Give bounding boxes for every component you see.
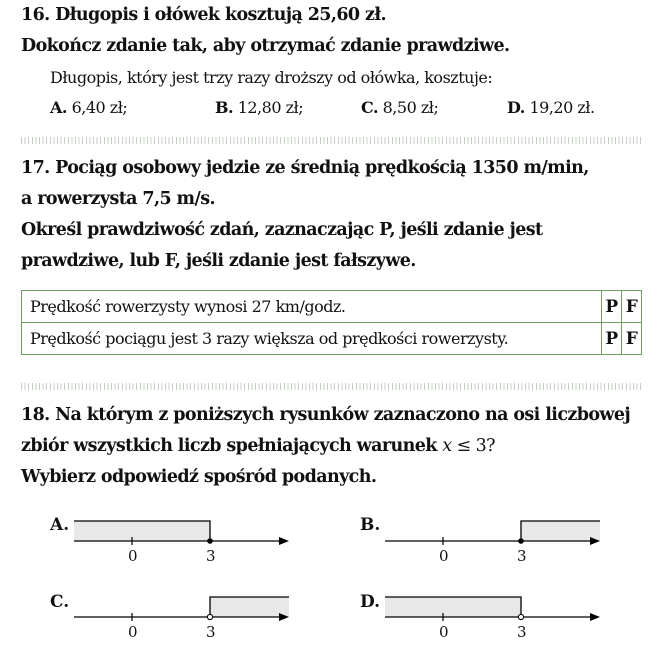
shaded-region	[521, 521, 600, 541]
q18-line2-prefix: zbiór wszystkich liczb spełniających warunek	[21, 436, 443, 456]
q18-variable: x	[442, 436, 452, 456]
statement-cell: Prędkość pociągu jest 3 razy większa od prędkości rowerzysty.	[22, 323, 602, 355]
option-text: 19,20 zł.	[529, 98, 595, 117]
closed-endpoint	[207, 538, 213, 544]
q16-title: 16. Długopis i ołówek kosztują 25,60 zł.	[21, 5, 386, 25]
open-endpoint	[207, 614, 212, 619]
option-letter: B.	[215, 98, 234, 117]
true-option[interactable]: P	[602, 291, 622, 323]
statement-cell: Prędkość rowerzysty wynosi 27 km/godz.	[22, 291, 602, 323]
option-letter: C.	[361, 98, 379, 117]
open-endpoint	[518, 614, 523, 619]
option-text: 8,50 zł;	[382, 98, 439, 117]
q17-line3: Określ prawdziwość zdań, zaznaczając P, jeśli zdanie jest	[21, 220, 543, 240]
closed-endpoint	[518, 538, 524, 544]
true-option[interactable]: P	[602, 323, 622, 355]
shaded-region	[210, 597, 289, 617]
option-b-label[interactable]: B.	[360, 515, 381, 535]
q17-line2: a rowerzysta 7,5 m/s.	[21, 189, 216, 209]
tick-label-0: 0	[439, 547, 449, 565]
q18-line1: 18. Na którym z poniższych rysunków zaznaczono na osi liczbowej	[21, 405, 631, 425]
option-text: 6,40 zł;	[71, 98, 128, 117]
tick-label-0: 0	[439, 623, 449, 641]
tick-label-3: 3	[206, 623, 216, 641]
arrow-head	[590, 613, 600, 621]
option-d-label[interactable]: D.	[360, 592, 381, 612]
false-option[interactable]: F	[622, 323, 642, 355]
q17-line1: 17. Pociąg osobowy jedzie ze średnią prędkością 1350 m/min,	[21, 158, 589, 178]
q17-line4: prawdziwe, lub F, jeśli zdanie jest fałszywe.	[21, 251, 416, 271]
option-letter: D.	[507, 98, 525, 117]
q16-stem: Długopis, który jest trzy razy droższy od ołówka, kosztuje:	[50, 68, 493, 87]
option-text: 12,80 zł;	[237, 98, 304, 117]
q18-line3: Wybierz odpowiedź spośród podanych.	[21, 467, 377, 487]
false-option[interactable]: F	[622, 291, 642, 323]
shaded-region	[74, 521, 210, 541]
tick-label-3: 3	[517, 623, 527, 641]
tick-label-3: 3	[517, 547, 527, 565]
q18-line2-suffix: ≤ 3?	[451, 436, 495, 456]
q16-instruction: Dokończ zdanie tak, aby otrzymać zdanie prawdziwe.	[21, 36, 510, 56]
tick-label-0: 0	[128, 547, 138, 565]
option-letter: A.	[50, 98, 67, 117]
tick-label-3: 3	[206, 547, 216, 565]
shaded-region	[385, 597, 521, 617]
arrow-head	[279, 537, 289, 545]
tick-label-0: 0	[128, 623, 138, 641]
option-a-label[interactable]: A.	[50, 515, 70, 535]
option-c-label[interactable]: C.	[50, 592, 70, 612]
